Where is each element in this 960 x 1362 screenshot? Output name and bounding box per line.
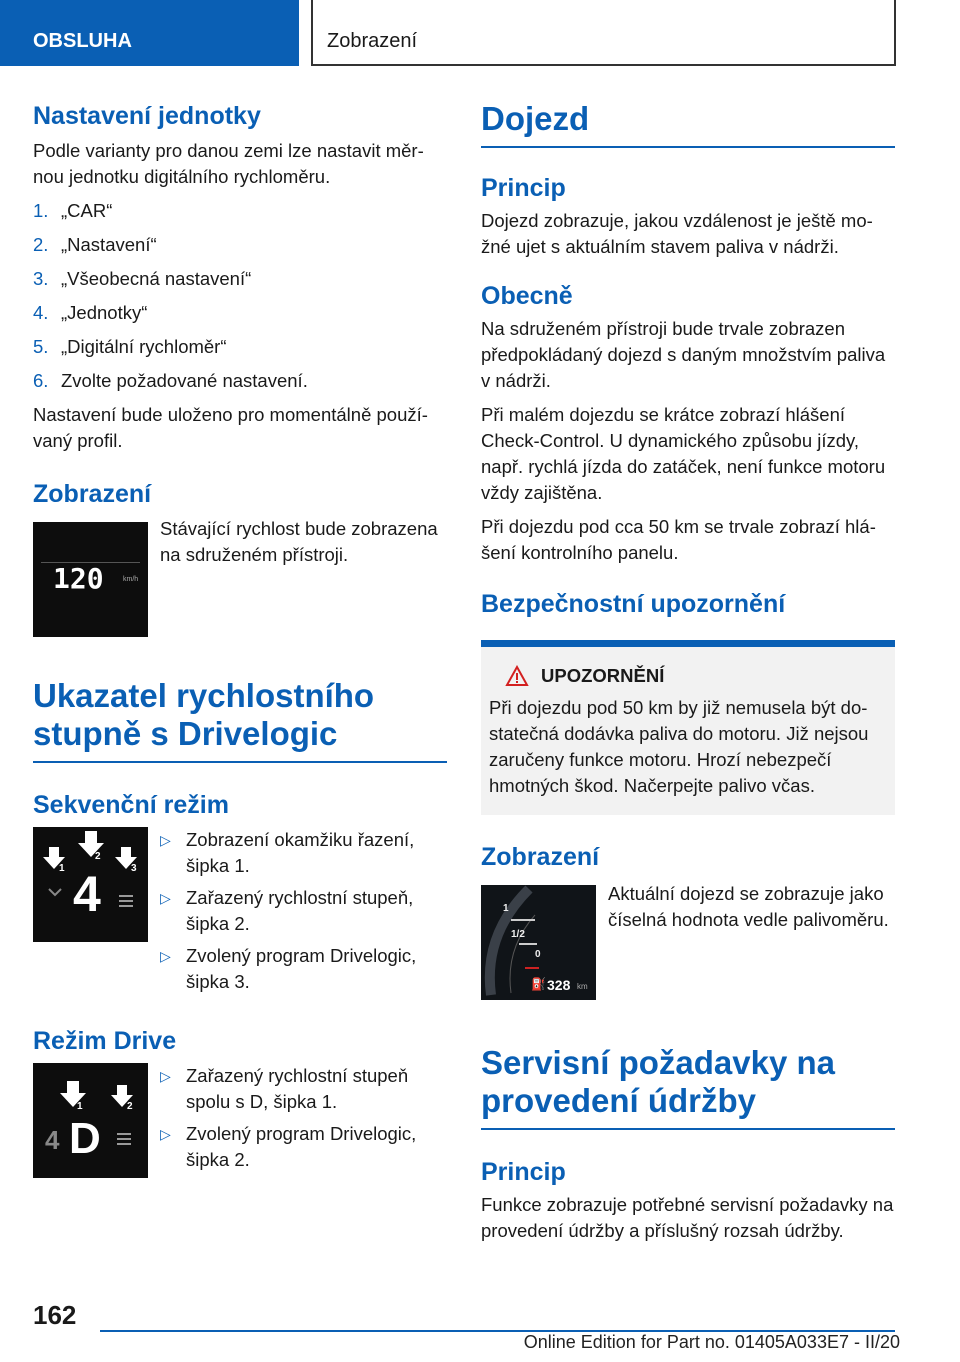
list-item: 2. „Nastavení“ <box>33 234 157 255</box>
range-general-heading: Obecně <box>481 282 573 310</box>
gauge-mark-0: 0 <box>535 949 541 960</box>
unit-outro: Nastavení bude uloženo pro momentálně použí-vaný profil. <box>33 404 428 451</box>
arrow-label-3: 3 <box>131 863 137 874</box>
service-principle-text: Funkce zobrazuje potřebné servisní požadavky na provedení údržby a příslušný rozsah údržby. <box>481 1194 894 1241</box>
arrow-label-2: 2 <box>127 1101 133 1112</box>
speed-unit: km/h <box>123 576 139 583</box>
list-item: ▷ Zařazený rychlostní stupeň spolu s D, šipka 1. <box>160 1063 447 1115</box>
side-gear: 4 <box>45 1125 60 1155</box>
display-text: Stávající rychlost bude zobrazena na sdruženém přístroji. <box>160 518 438 565</box>
gear-number: 4 <box>73 866 101 922</box>
section-tab[interactable]: OBSLUHA <box>0 0 299 66</box>
triangle-icon: ▷ <box>160 1126 171 1142</box>
list-item: 6. Zvolte požadované nastavení. <box>33 370 308 391</box>
drive-heading: Režim Drive <box>33 1027 177 1055</box>
drive-items <box>160 1063 447 1179</box>
list-item: ▷ Zařazený rychlostní stupeň, šipka 2. <box>160 885 447 937</box>
speed-value: 120 <box>53 562 104 595</box>
range-principle-heading: Princip <box>481 174 566 202</box>
seq-heading: Sekvenční režim <box>33 791 229 819</box>
list-item: ▷ Zvolený program Drivelogic, šipka 3. <box>160 943 447 995</box>
fuel-pump-icon: ⛽ <box>531 977 546 991</box>
gear-heading: Ukazatel rychlostního stupně s Drivelogic <box>33 677 447 763</box>
arrow-label-2: 2 <box>95 851 101 862</box>
drive-gear-image <box>33 1063 148 1178</box>
warning-title: UPOZORNĚNÍ <box>541 665 665 686</box>
triangle-icon: ▷ <box>160 832 171 848</box>
range-general-p1: Na sdruženém přístroji bude trvale zobrazen předpokládaný dojezd s daným množstvím paliva v nádrži. <box>481 318 886 391</box>
range-principle-text: Dojezd zobrazuje, jakou vzdálenost je ještě mo-žné ujet s aktuálním stavem paliva v nádrži. <box>481 210 873 257</box>
range-general-p2: Při malém dojezdu se krátce zobrazí hlášení Check-Control. U dynamického způsobu jízdy, např. rychlá jízda do zatáček, není funkce motoru vždy zajištěna. <box>481 404 886 503</box>
warning-text: Při dojezdu pod 50 km by již nemusela být do-statečná dodávka paliva do motoru. Již nejsou zaručeny funkce motoru. Hrozí nebezpečí hmotných škod. Načerpejte palivo včas. <box>489 697 869 796</box>
left-column <box>33 100 447 1179</box>
unit-steps <box>33 198 447 394</box>
display-media <box>33 518 447 637</box>
range-value: 328 <box>547 977 571 993</box>
triangle-icon: ▷ <box>160 1068 171 1084</box>
page-footer <box>0 1290 960 1362</box>
display-heading: Zobrazení <box>33 480 152 508</box>
seq-gear-image <box>33 827 148 942</box>
arrow-label-1: 1 <box>59 863 65 874</box>
speed-display-image <box>33 522 148 637</box>
warning-box <box>481 640 895 815</box>
unit-heading: Nastavení jednotky <box>33 102 261 130</box>
drive-media <box>33 1063 447 1179</box>
list-item: 4. „Jednotky“ <box>33 302 148 323</box>
service-principle-heading: Princip <box>481 1158 566 1186</box>
fuel-gauge-image <box>481 885 596 1000</box>
warning-triangle-icon <box>505 665 529 687</box>
list-item: ▷ Zobrazení okamžiku řazení, šipka 1. <box>160 827 447 879</box>
gauge-mark-1: 1 <box>503 903 509 914</box>
page-header <box>0 0 960 66</box>
right-column <box>481 100 895 1244</box>
drive-letter: D <box>69 1114 101 1163</box>
range-general-p3: Při dojezdu pod cca 50 km se trvale zobrazí hlá-šení kontrolního panelu. <box>481 516 876 563</box>
page-number: 162 <box>33 1300 77 1330</box>
arrow-label-1: 1 <box>77 1101 83 1112</box>
gauge-mark-half: 1/2 <box>511 929 525 940</box>
list-item: 3. „Všeobecná nastavení“ <box>33 268 252 289</box>
range-display-media <box>481 885 895 1000</box>
list-item: 5. „Digitální rychloměr“ <box>33 336 227 357</box>
triangle-icon: ▷ <box>160 948 171 964</box>
range-display-text: Aktuální dojezd se zobrazuje jako číselná hodnota vedle palivoměru. <box>608 883 889 930</box>
triangle-icon: ▷ <box>160 890 171 906</box>
edition-text: Online Edition for Part no. 01405A033E7 - II/20 <box>523 1332 900 1352</box>
list-item: ▷ Zvolený program Drivelogic, šipka 2. <box>160 1121 447 1173</box>
warning-header <box>505 665 887 687</box>
range-heading: Dojezd <box>481 100 895 148</box>
seq-media <box>33 827 447 1001</box>
service-heading: Servisní požadavky na provedení údržby <box>481 1044 895 1130</box>
safety-heading: Bezpečnostní upozornění <box>481 590 786 618</box>
seq-items <box>160 827 447 1001</box>
range-unit: km <box>577 982 588 991</box>
unit-intro: Podle varianty pro danou zemi lze nastavit měr-nou jednotku digitálního rychloměru. <box>33 140 424 187</box>
chapter-title: Zobrazení <box>311 0 896 66</box>
list-item: 1. „CAR“ <box>33 200 113 221</box>
range-display-heading: Zobrazení <box>481 843 600 871</box>
